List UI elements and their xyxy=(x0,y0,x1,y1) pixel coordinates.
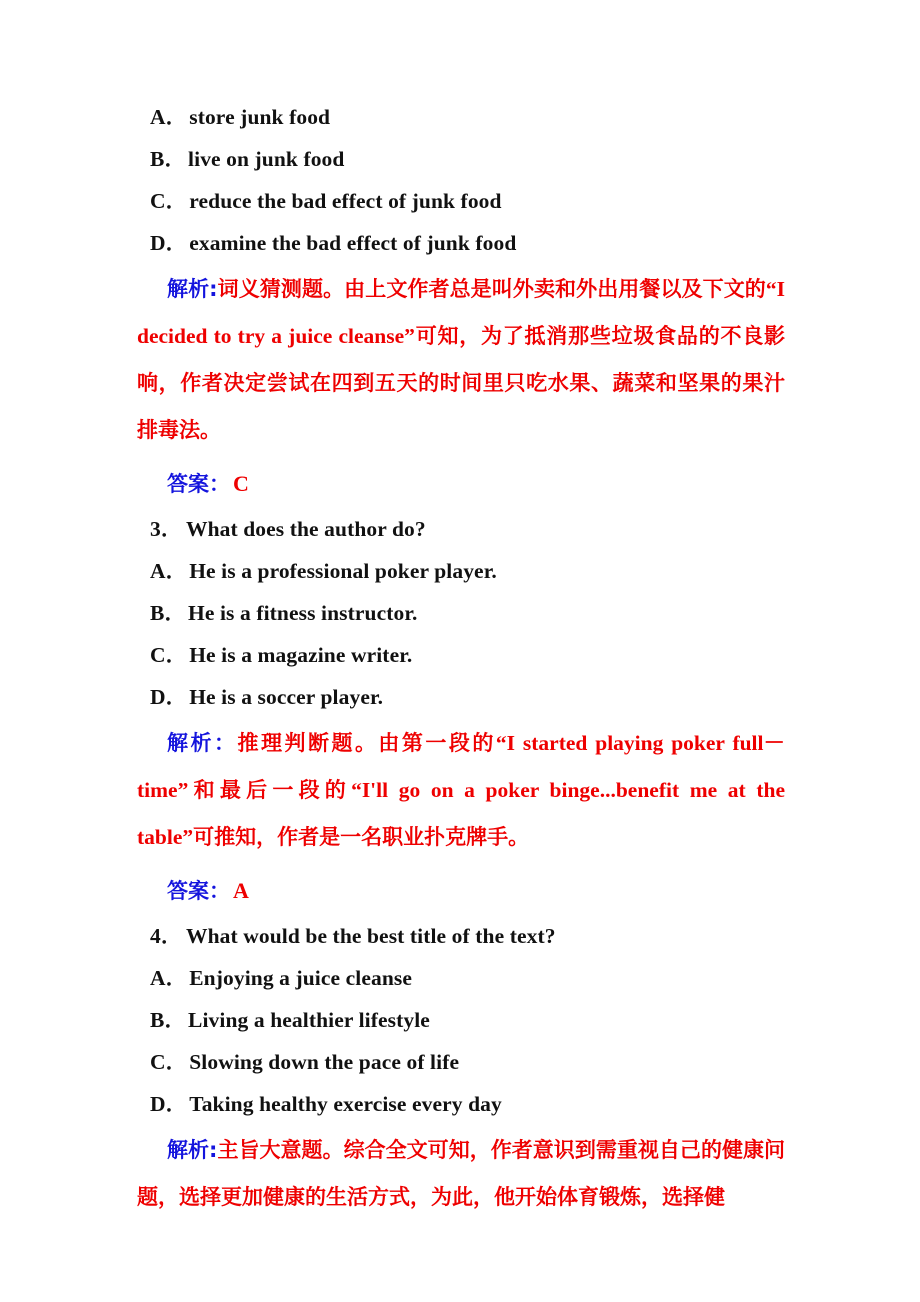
explanation-label: 解析: xyxy=(167,1138,218,1162)
question-number: 4． xyxy=(150,924,183,948)
explanation-paragraph xyxy=(137,1127,785,1221)
explanation-paragraph xyxy=(137,720,785,861)
explanation-paragraph xyxy=(137,266,785,454)
explanation-text-part2: 和最后一段的 xyxy=(188,778,352,802)
option-row xyxy=(137,676,783,718)
option-marker: C． xyxy=(150,1050,188,1074)
option-text: reduce the bad effect of junk food xyxy=(189,189,502,213)
option-row xyxy=(137,96,783,138)
question-stem-row xyxy=(137,508,783,550)
option-marker: D． xyxy=(150,685,188,709)
explanation-text: 主旨大意题。综合全文可知，作者意识到需重视自己的健康问题，选择更加健康的生活方式，为此，他开始体育锻炼，选择健 xyxy=(137,1138,786,1209)
question-stem-text: What would be the best title of the text? xyxy=(186,924,556,948)
answer-row xyxy=(137,460,783,508)
option-row xyxy=(137,138,783,180)
explanation-label: 解析： xyxy=(167,731,238,755)
option-marker: D． xyxy=(150,1092,188,1116)
option-marker: A． xyxy=(150,559,188,583)
option-text: He is a fitness instructor. xyxy=(188,601,418,625)
explanation-quote-second: “I'll go on a poker binge...benefit me at the table” xyxy=(137,778,785,849)
option-row xyxy=(137,550,783,592)
option-marker: A． xyxy=(150,966,188,990)
explanation-quote-first: “I started playing poker full－time” xyxy=(137,731,786,802)
option-text: He is a professional poker player. xyxy=(189,559,497,583)
answer-value: C xyxy=(233,471,249,496)
option-text: Living a healthier lifestyle xyxy=(188,1008,430,1032)
option-row xyxy=(137,1041,783,1083)
option-text: store junk food xyxy=(189,105,331,129)
question-stem-row xyxy=(137,915,783,957)
answer-row xyxy=(137,867,783,915)
option-row xyxy=(137,957,783,999)
page-content xyxy=(137,96,786,1221)
explanation-text-part2: 可知，为了抵消那些垃圾食品的不良影响，作者决定尝试在四到五天的时间里只吃水果、蔬菜和坚果的果汁排毒法。 xyxy=(137,324,786,442)
option-row xyxy=(137,999,783,1041)
answer-value: A xyxy=(233,878,249,903)
option-text: examine the bad effect of junk food xyxy=(189,231,517,255)
option-text: He is a soccer player. xyxy=(189,685,384,709)
option-text: Enjoying a juice cleanse xyxy=(189,966,412,990)
option-marker: B． xyxy=(150,601,187,625)
option-text: Taking healthy exercise every day xyxy=(189,1092,502,1116)
answer-label: 答案： xyxy=(167,879,230,903)
option-marker: B． xyxy=(150,147,187,171)
option-marker: C． xyxy=(150,643,188,667)
explanation-label: 解析: xyxy=(167,277,218,301)
option-text: Slowing down the pace of life xyxy=(189,1050,460,1074)
explanation-text-part1: 词义猜测题。由上文作者总是叫外卖和外出用餐以及下文的 xyxy=(217,277,766,301)
option-row xyxy=(137,1083,783,1125)
explanation-text-part3: 可推知，作者是一名职业扑克牌手。 xyxy=(193,825,530,849)
option-text: He is a magazine writer. xyxy=(189,643,413,667)
option-marker: A． xyxy=(150,105,188,129)
answer-label: 答案： xyxy=(167,472,230,496)
explanation-text-part1: 推理判断题。由第一段的 xyxy=(237,731,496,755)
option-marker: C． xyxy=(150,189,188,213)
option-row xyxy=(137,222,783,264)
option-row xyxy=(137,592,783,634)
option-row xyxy=(137,634,783,676)
explanation-quote: “I decided to try a juice cleanse” xyxy=(137,277,785,348)
option-text: live on junk food xyxy=(188,147,345,171)
option-marker: B． xyxy=(150,1008,187,1032)
question-number: 3． xyxy=(150,517,183,541)
option-row xyxy=(137,180,783,222)
question-stem-text: What does the author do? xyxy=(186,517,426,541)
option-marker: D． xyxy=(150,231,188,255)
